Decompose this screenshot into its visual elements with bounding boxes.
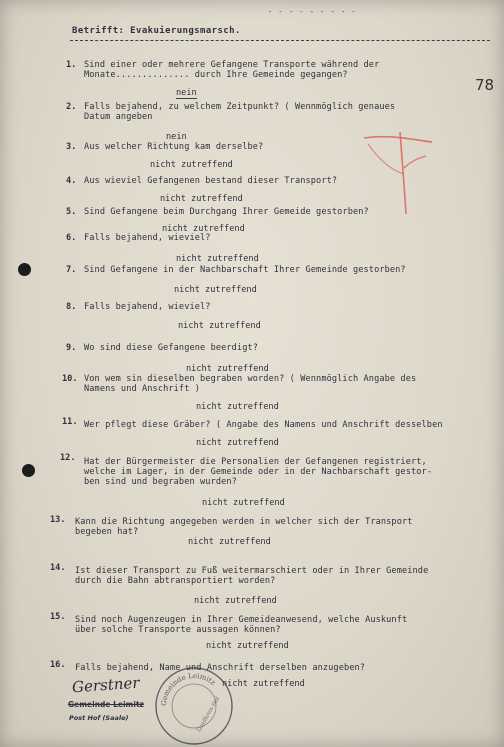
question-text: Sind noch Augenzeugen in Ihrer Gemeideanwesend, welche Auskunft xyxy=(75,615,408,625)
answer-text: nicht zutreffend xyxy=(178,321,261,331)
post-office-label: Post Hof (Saale) xyxy=(69,714,129,722)
question-number: 3. xyxy=(66,142,77,152)
question-text: Aus welcher Richtung kam derselbe? xyxy=(84,142,264,152)
answer-text: nicht zutreffend xyxy=(206,641,289,651)
question-number: 9. xyxy=(66,343,77,353)
question-number: 15. xyxy=(50,612,66,622)
answer-text: nicht zutreffend xyxy=(222,679,305,689)
question-number: 10. xyxy=(62,374,78,384)
question-number: 2. xyxy=(66,102,77,112)
question-number: 4. xyxy=(66,176,77,186)
answer-text: nicht zutreffend xyxy=(186,364,269,374)
question-number: 5. xyxy=(66,207,77,217)
page-number: 78 xyxy=(475,76,495,94)
answer-text: nein xyxy=(176,88,197,98)
question-text: Falls bejahend, wieviel? xyxy=(84,302,211,312)
question-number: 1. xyxy=(66,60,77,70)
question-text: Aus wieviel Gefangenen bestand dieser Transport? xyxy=(84,176,338,186)
question-text: welche im Lager, in der Gemeinde oder in der Nachbarschaft gestor- xyxy=(84,467,433,477)
question-text: Wo sind diese Gefangene beerdigt? xyxy=(84,343,259,353)
question-number: 11. xyxy=(62,417,78,427)
stamp-text-inner: Landkreis Hof xyxy=(196,695,222,734)
official-round-stamp xyxy=(152,664,236,747)
question-text: Von wem sin dieselben begraben worden? ( Wennmöglich Angabe des xyxy=(84,374,417,384)
question-text: Datum angeben xyxy=(84,112,153,122)
answer-text: nicht zutreffend xyxy=(162,224,245,234)
question-text: Falls bejahend, wieviel? xyxy=(84,233,211,243)
question-text: Sind Gefangene in der Nachbarschaft Ihrer Gemeinde gestorben? xyxy=(84,265,406,275)
municipality-label: Gemeinde Leimitz xyxy=(68,700,144,709)
question-number: 8. xyxy=(66,302,77,312)
question-number: 14. xyxy=(50,563,66,573)
question-text: Sind Gefangene beim Durchgang Ihrer Gemeide gestorben? xyxy=(84,207,369,217)
question-text: durch die Bahn abtransportiert worden? xyxy=(75,576,276,586)
question-text: Hat der Bürgermeister die Personalien der Gefangenen registriert, xyxy=(84,457,427,467)
question-number: 13. xyxy=(50,515,66,525)
signature: Gerstner xyxy=(71,673,141,697)
question-number: 16. xyxy=(50,660,66,670)
answer-text: nicht zutreffend xyxy=(196,402,279,412)
top-dash-mark: - - - - - - - - - xyxy=(268,8,357,16)
answer-text: nicht zutreffend xyxy=(194,596,277,606)
question-text: Wer pflegt diese Gräber? ( Angabe des Namens und Anschrift desselben xyxy=(84,420,443,430)
question-number: 12. xyxy=(60,453,76,463)
question-text: begeben hat? xyxy=(75,527,139,537)
question-text: Falls bejahend, Name und Anschrift derselben anzugeben? xyxy=(75,663,366,673)
question-text: Kann die Richtung angegeben werden in welcher sich der Transport xyxy=(75,517,413,527)
question-text: Ist dieser Transport zu Fuß weitermarschiert oder in Ihrer Gemeinde xyxy=(75,566,429,576)
subject-underline xyxy=(70,40,490,41)
red-pencil-mark xyxy=(360,128,440,218)
answer-text: nicht zutreffend xyxy=(202,498,285,508)
question-text: ben sind und begraben wurden? xyxy=(84,477,237,487)
answer-text: nicht zutreffend xyxy=(160,194,243,204)
question-text: Monate.............. durch Ihre Gemeinde gegangen? xyxy=(84,70,348,80)
answer-text: nein xyxy=(166,132,187,142)
answer-text: nicht zutreffend xyxy=(150,160,233,170)
question-text: über solche Transporte aussagen können? xyxy=(75,625,281,635)
answer-text: nicht zutreffend xyxy=(188,537,271,547)
question-number: 7. xyxy=(66,265,77,275)
punch-hole-bottom xyxy=(22,464,35,477)
subject-line: Betrifft: Evakuierungsmarsch. xyxy=(72,26,241,36)
punch-hole-top xyxy=(18,263,31,276)
answer-text: nicht zutreffend xyxy=(174,285,257,295)
question-number: 6. xyxy=(66,233,77,243)
stamp-text-outer: Gemeinde Leimitz xyxy=(159,671,217,707)
answer-text: nicht zutreffend xyxy=(176,254,259,264)
answer-text: nicht zutreffend xyxy=(196,438,279,448)
question-text: Sind einer oder mehrere Gefangene Transporte während der xyxy=(84,60,380,70)
question-text: Falls bejahend, zu welchem Zeitpunkt? ( Wennmöglich genaues xyxy=(84,102,396,112)
question-text: Namens und Anschrift ) xyxy=(84,384,201,394)
